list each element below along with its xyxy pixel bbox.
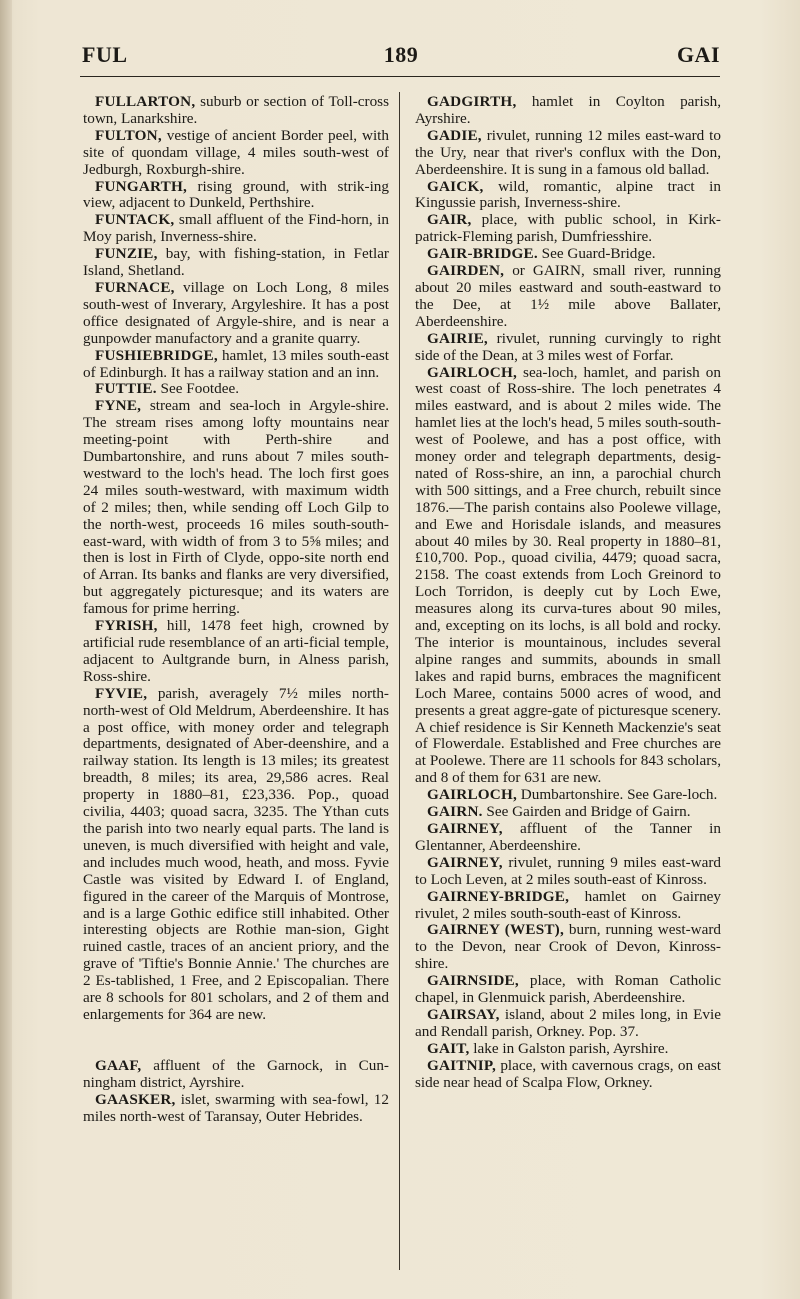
gazetteer-entry	[415, 94, 721, 128]
gazetteer-entry	[83, 381, 389, 398]
entry-text: lake in Galston parish, Ayrshire.	[469, 1039, 669, 1057]
gazetteer-entry	[83, 398, 389, 618]
entry-text: See Guard-Bridge.	[537, 245, 656, 263]
entry-headword: FUNGARTH,	[95, 177, 187, 195]
gazetteer-entry	[415, 889, 721, 923]
entry-headword: GAIRDEN,	[427, 262, 505, 280]
header-first-word: FUL	[82, 42, 128, 67]
entry-text: affluent of the Tanner in Glentanner, Aberdeenshire.	[415, 819, 721, 854]
entry-text: small affluent of the Find-horn, in Moy parish, Inverness-shire.	[83, 211, 389, 246]
entry-headword: FUNTACK,	[95, 211, 175, 229]
entry-headword: GADGIRTH,	[427, 93, 517, 110]
entry-headword: FUNZIE,	[95, 245, 158, 263]
entry-headword: FYRISH,	[95, 617, 158, 635]
gazetteer-entry	[415, 331, 721, 365]
gazetteer-entry	[83, 128, 389, 179]
gazetteer-entry	[415, 821, 721, 855]
entry-text: affluent of the Garnock, in Cun-ningham district, Ayrshire.	[83, 1056, 389, 1091]
gazetteer-entry	[415, 179, 721, 213]
column-divider	[399, 92, 400, 1270]
running-header	[82, 42, 720, 72]
entry-headword: GAIR-BRIDGE.	[427, 245, 538, 263]
entry-text: stream and sea-loch in Argyle-shire. The stream rises among lofty mountains near meeting-point with Perth-shire and Dumbartonshire, and runs about 7 miles south-westward to the loch's head. The loch first goes 24 miles south-westward, with maximum width of 2 miles; then, while sending off Loch Gilp to the north-west, proceeds 16 miles south-south-east-ward, with width of from 3 to 5⅝ miles; and then is lost in Firth of Clyde, oppo-site north end of Arran. Its banks and flanks are very diversified, but aggregately picturesque; and its waters are famous for prime herring.	[83, 397, 389, 618]
section-gap	[83, 1024, 389, 1058]
entry-headword: GAIRNEY,	[427, 819, 503, 837]
gazetteer-entry	[83, 348, 389, 382]
entry-headword: FUTTIE.	[95, 380, 157, 398]
entry-headword: GAICK,	[427, 177, 484, 195]
gazetteer-entry	[83, 280, 389, 348]
gazetteer-entry	[83, 618, 389, 686]
gazetteer-entry	[415, 1007, 721, 1041]
entry-headword: FULLARTON,	[95, 93, 196, 110]
gazetteer-entry	[83, 1092, 389, 1126]
entry-text: islet, swarming with sea-fowl, 12 miles north-west of Taransay, Outer Hebrides.	[83, 1090, 389, 1125]
entry-headword: FURNACE,	[95, 278, 175, 296]
gazetteer-entry	[415, 212, 721, 246]
entry-text: hamlet, 13 miles south-east of Edinburgh. It has a railway station and an inn.	[83, 346, 389, 381]
entry-headword: GAIRLOCH,	[427, 786, 517, 804]
entry-text: island, about 2 miles long, in Evie and Rendall parish, Orkney. Pop. 37.	[415, 1005, 721, 1040]
entry-text: Dumbartonshire. See Gare-loch.	[516, 786, 718, 804]
entry-text: hill, 1478 feet high, crowned by artificial rude resemblance of an arti-ficial temple, adjacent to Aultgrande burn, in Alness parish, Ross-shire.	[83, 617, 389, 685]
entry-text: burn, running west-ward to the Devon, near Crook of Devon, Kinross-shire.	[415, 921, 722, 973]
entry-text: rivulet, running 12 miles east-ward to the Ury, near that river's conflux with the Don, Aberdeenshire. It is sung in a famous old ballad.	[415, 126, 721, 178]
entry-text: See Footdee.	[156, 380, 239, 398]
entry-headword: GAIRIE,	[427, 329, 488, 347]
gazetteer-entry	[83, 179, 389, 213]
gazetteer-entry	[415, 1058, 721, 1092]
gazetteer-entry	[415, 128, 721, 179]
entry-headword: GAIRSAY,	[427, 1005, 500, 1023]
entry-headword: GAIRNEY-BRIDGE,	[427, 887, 570, 905]
entry-text: sea-loch, hamlet, and parish on west coast of Ross-shire. The loch penetrates 4 miles eastward, and is about 2 miles wide. The hamlet lies at the loch's head, 5 miles south-south-west of Poolewe, and has a post office, with money order and telegraph departments, desig-nated of Ross-shire, an inn, a parochial church with 500 sittings, and a Free church, rebuilt since 1876.—The parish contains also Poolewe village, and Ewe and Horisdale islands, and measures about 40 miles by 30. Real property in 1880–81, £10,700. Pop., quoad civilia, 4479; quoad sacra, 2158. The coast extends from Loch Greinord to Loch Torridon, is deeply cut by Loch Ewe, measures along its curva-tures about 90 miles, and, excepting on its lochs, is all bold and rocky. The interior is mountainous, includes several alpine ranges and summits, abounds in small lakes and rapid burns, embraces the magnificent Loch Maree, contains 5000 acres of wood, and presents a great aggre-gate of picturesque scenery. A chief residence is Sir Kenneth Mackenzie's seat of Flowerdale. Established and Free churches are at Poolewe. There are 11 schools for 843 scholars, and 8 of them for 631 are new.	[415, 363, 722, 787]
entry-headword: GAIRNEY,	[427, 853, 503, 871]
entry-headword: GAASKER,	[95, 1090, 176, 1108]
entry-headword: GAIR,	[427, 211, 472, 229]
gazetteer-entry	[415, 365, 721, 788]
gazetteer-entry	[83, 686, 389, 1024]
gazetteer-entry	[415, 973, 721, 1007]
entry-headword: GAIRNSIDE,	[427, 972, 519, 990]
entry-text: See Gairden and Bridge of Gairn.	[482, 803, 691, 821]
gazetteer-entry	[415, 1041, 721, 1058]
entry-headword: FULTON,	[95, 126, 162, 144]
right-column	[415, 94, 721, 1091]
entry-headword: FUSHIEBRIDGE,	[95, 346, 218, 364]
entry-text: village on Loch Long, 8 miles south-west of Inverary, Argyleshire. It has a post office designated of Argyle-shire, and is near a gunpowder manufactory and a granite quarry.	[83, 278, 389, 347]
entry-headword: GAIRLOCH,	[427, 363, 517, 381]
entry-text: suburb or section of Toll-cross town, Lanarkshire.	[83, 93, 389, 127]
entry-text: bay, with fishing-station, in Fetlar Island, Shetland.	[83, 245, 389, 280]
entry-headword: GAIRNEY (WEST),	[427, 921, 564, 939]
entry-text: place, with cavernous crags, on east side near head of Scalpa Flow, Orkney.	[415, 1056, 721, 1091]
gazetteer-entry	[83, 94, 389, 128]
entry-text: or GAIRN, small river, running about 20 miles eastward and south-eastward to the Dee, at 1½ mile above Ballater, Aberdeenshire.	[415, 262, 721, 330]
entry-headword: FYVIE,	[95, 684, 148, 702]
gazetteer-entry	[415, 246, 721, 263]
entry-text: rising ground, with strik-ing view, adjacent to Dunkeld, Perthshire.	[83, 177, 389, 212]
gazetteer-entry	[83, 212, 389, 246]
entry-headword: GAITNIP,	[427, 1056, 496, 1074]
entry-headword: GAAF,	[95, 1056, 142, 1074]
gazetteer-entry	[83, 246, 389, 280]
entry-headword: GAIT,	[427, 1039, 470, 1057]
entry-text: rivulet, running curvingly to right side of the Dean, at 3 miles west of Forfar.	[415, 329, 721, 364]
gazetteer-entry	[415, 787, 721, 804]
gazetteer-entry	[83, 1058, 389, 1092]
page-spine-shadow	[0, 0, 12, 1299]
gazetteer-entry	[415, 855, 721, 889]
left-column	[83, 94, 389, 1125]
entry-headword: GAIRN.	[427, 803, 483, 821]
header-rule	[80, 76, 720, 77]
entry-text: rivulet, running 9 miles east-ward to Loch Leven, at 2 miles south-east of Kinross.	[415, 853, 721, 888]
entry-text: place, with public school, in Kirk-patrick-Fleming parish, Dumfriesshire.	[415, 211, 721, 246]
entry-text: vestige of ancient Border peel, with site of quondam village, 4 miles south-west of Jedburgh, Roxburgh-shire.	[83, 126, 389, 178]
gazetteer-entry	[415, 922, 721, 973]
page-number: 189	[383, 42, 419, 67]
entry-headword: FYNE,	[95, 397, 142, 415]
entry-text: hamlet on Gairney rivulet, 2 miles south-south-east of Kinross.	[415, 887, 721, 922]
entry-text: hamlet in Coylton parish, Ayrshire.	[415, 93, 721, 127]
entry-text: place, with Roman Catholic chapel, in Glenmuick parish, Aberdeenshire.	[415, 972, 721, 1007]
entry-text: wild, romantic, alpine tract in Kingussie parish, Inverness-shire.	[415, 177, 721, 212]
gazetteer-entry	[415, 263, 721, 331]
entry-headword: GADIE,	[427, 126, 482, 144]
gazetteer-entry	[415, 804, 721, 821]
header-last-word: GAI	[676, 42, 720, 67]
entry-text: parish, averagely 7½ miles north-north-west of Old Meldrum, Aberdeenshire. It has a post office, with money order and telegraph departments, designated of Aber-deenshire, and a railway station. Its length is 13 miles; its greatest breadth, 8 miles; its area, 29,586 acres. Real property in 1880–81, £23,336. Pop., quoad civilia, 4403; quoad sacra, 3235. The Ythan cuts the parish into two nearly equal parts. The land is uneven, is much diversified with height and vale, and includes much wood, heath, and moss. Fyvie Castle was visited by Edward I. of England, figured in the career of the Marquis of Montrose, and is a large Gothic edifice still inhabited. Other interesting objects are Rothie man-sion, Gight ruined castle, traces of an ancient priory, and the grave of 'Tiftie's Bonnie Annie.' The churches are 2 Es-tablished, 1 Free, and 2 Episcopalian. There are 8 schools for 801 scholars, and 2 of them and enlargements for 364 are new.	[83, 684, 389, 1023]
